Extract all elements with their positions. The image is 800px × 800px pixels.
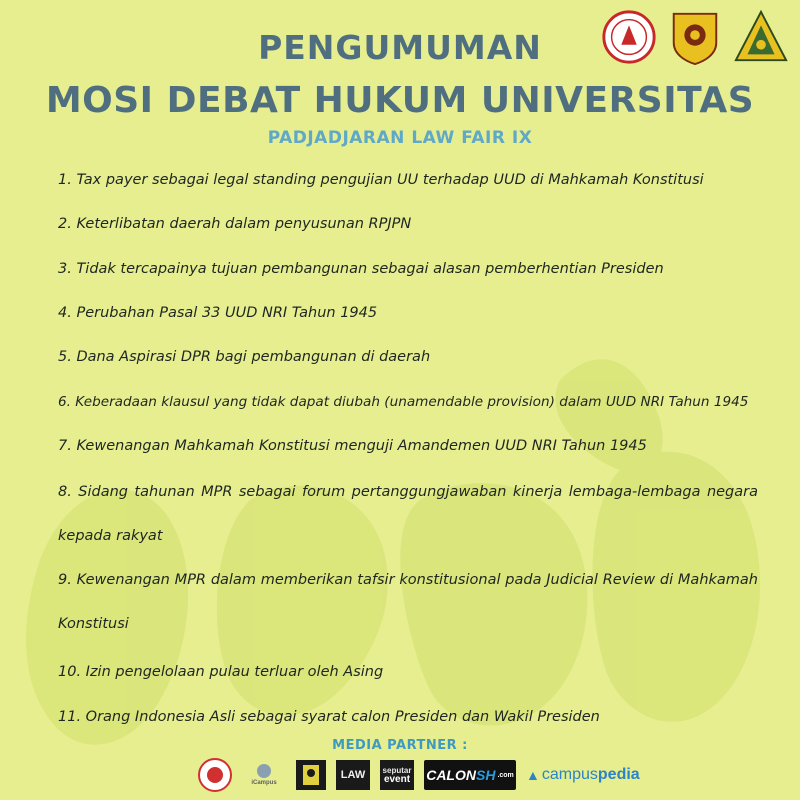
seputar-label: seputar xyxy=(382,766,412,775)
motion-item: 8. Sidang tahunan MPR sebagai forum pertanggungjawaban kinerja lembaga-lembaga negara kepada rakyat xyxy=(58,484,758,544)
partner-law-logo xyxy=(336,760,370,790)
partner-campuspedia-logo xyxy=(526,760,656,790)
announcement-title: PENGUMUMAN xyxy=(258,28,542,67)
partner-round-logo xyxy=(198,758,232,792)
partner-round-icon xyxy=(205,765,225,785)
motion-item: 7. Kewenangan Mahkamah Konstitusi menguji Amandemen UUD NRI Tahun 1945 xyxy=(58,438,647,454)
motion-item: 9. Kewenangan MPR dalam memberikan tafsir konstitusional pada Judicial Review di Mahkamah Konstitusi xyxy=(58,572,758,632)
partner-seputar-event-logo xyxy=(380,760,414,790)
law-logo-text: LAW xyxy=(340,769,366,781)
motion-title: MOSI DEBAT HUKUM UNIVERSITAS xyxy=(45,80,755,121)
sh-label: SH xyxy=(475,767,496,783)
motion-item: 1. Tax payer sebagai legal standing pengujian UU terhadap UUD di Mahkamah Konstitusi xyxy=(58,172,704,188)
pedia-label: pedia xyxy=(597,766,640,783)
partner-calonsh-logo xyxy=(424,760,516,790)
partner-mascot-icon xyxy=(300,762,322,788)
partner-dark-logo xyxy=(296,760,326,790)
event-subtitle: PADJADJARAN LAW FAIR IX xyxy=(267,128,533,148)
icampus-icon xyxy=(257,764,271,778)
partner-icampus-logo xyxy=(242,760,286,790)
calon-label: CALON xyxy=(426,767,476,783)
motion-item: 2. Keterlibatan daerah dalam penyusunan RPJPN xyxy=(58,216,412,232)
media-partner-label: MEDIA PARTNER : xyxy=(332,738,468,753)
motion-item: 10. Izin pengelolaan pulau terluar oleh Asing xyxy=(58,664,384,680)
icampus-label: iCampus xyxy=(251,779,277,786)
com-label: .com xyxy=(497,771,514,779)
motion-item: 3. Tidak tercapainya tujuan pembangunan sebagai alasan pemberhentian Presiden xyxy=(58,261,664,277)
motion-item: 11. Orang Indonesia Asli sebagai syarat calon Presiden dan Wakil Presiden xyxy=(58,709,600,725)
motion-item: 4. Perubahan Pasal 33 UUD NRI Tahun 1945 xyxy=(58,305,378,321)
graduation-cap-icon: ▲ xyxy=(526,767,540,783)
motion-item: 6. Keberadaan klausul yang tidak dapat diubah (unamendable provision) dalam UUD NRI Tahun 1945 xyxy=(58,394,749,410)
event-label: event xyxy=(383,774,411,785)
motion-item: 5. Dana Aspirasi DPR bagi pembangunan di daerah xyxy=(58,349,431,365)
campus-label: campus xyxy=(541,766,598,783)
media-partner-logos xyxy=(198,758,656,792)
